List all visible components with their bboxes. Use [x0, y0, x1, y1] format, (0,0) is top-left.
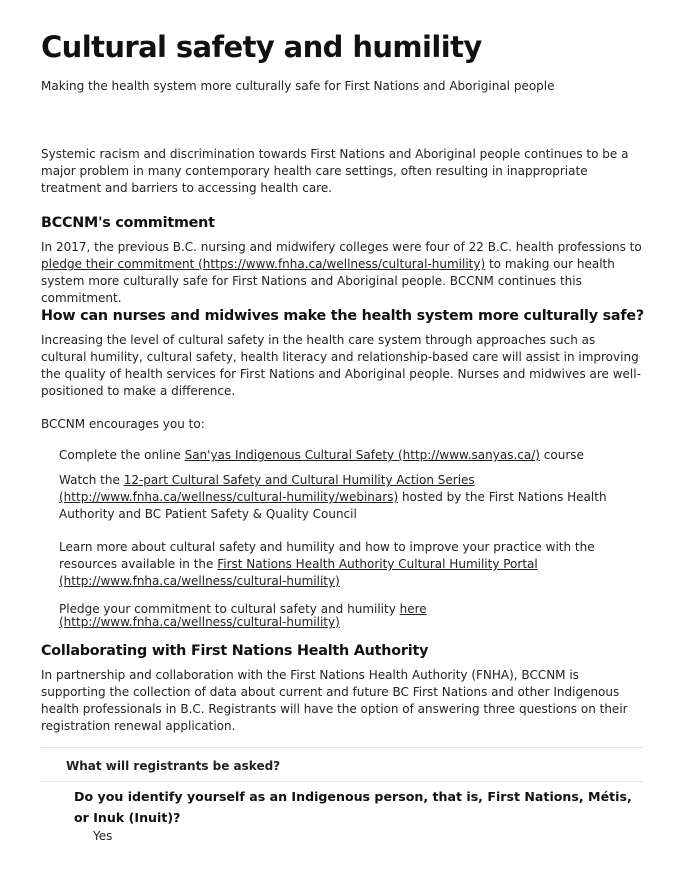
accordion-toggle[interactable]: What will registrants be asked? [66, 759, 281, 773]
action-text: course [539, 448, 584, 462]
accordion-divider-top [41, 747, 643, 748]
action-text: Pledge your commitment to cultural safety and humility [59, 602, 400, 616]
action-text: hosted by the First Nations Health Authority and BC Patient Safety & Quality Council [59, 490, 607, 521]
how-paragraph: Increasing the level of cultural safety in the health care system through approaches such as cultural humility, cultural safety, health literacy and relationship-based care will assist in improving the quality of health services for First Nations and Aboriginal people. Nurses and midwives are well-positioned to make a difference. [41, 333, 641, 398]
sanyas-course-link[interactable]: San'yas Indigenous Cultural Safety (http://www.sanyas.ca/) [184, 448, 540, 462]
cultural-humility-portal-link[interactable]: First Nations Health Authority Cultural Humility Portal (http://www.fnha.ca/wellness/cultural-humility) [59, 557, 538, 588]
webinar-series-link[interactable]: 12-part Cultural Safety and Cultural Humility Action Series (http://www.fnha.ca/wellness/cultural-humility/webinars) [59, 473, 475, 504]
fnha-paragraph: In partnership and collaboration with the First Nations Health Authority (FNHA), BCCNM is supporting the collection of data about current and future BC First Nations and other Indigenous health professionals in B.C. Registrants will have the option of answering three questions on their registration renewal application. [41, 668, 628, 733]
commitment-text-after: to making our health system more culturally safe for First Nations and Aboriginal people. BCCNM continues this commitment. [41, 257, 615, 305]
action-item-webinars [59, 472, 649, 523]
page-title: Cultural safety and humility [41, 30, 482, 64]
action-text: Complete the online [59, 448, 185, 462]
pledge-commitment-link[interactable]: pledge their commitment (https://www.fnha.ca/wellness/cultural-humility) [41, 257, 486, 271]
action-text: Watch the [59, 473, 124, 487]
answer-option-yes: Yes [93, 829, 113, 843]
accordion-divider-bottom [41, 781, 643, 782]
indigenous-identity-question: Do you identify yourself as an Indigenous person, that is, First Nations, Métis, or Inuk (Inuit)? [74, 789, 632, 825]
how-heading: How can nurses and midwives make the health system more culturally safe? [41, 308, 644, 324]
action-item-sanyas [59, 447, 649, 464]
encourage-text: BCCNM encourages you to: [41, 417, 205, 431]
action-item-pledge [59, 603, 649, 629]
fnha-heading: Collaborating with First Nations Health Authority [41, 643, 429, 659]
commitment-text-before: In 2017, the previous B.C. nursing and midwifery colleges were four of 22 B.C. health professions to [41, 240, 642, 254]
intro-paragraph: Systemic racism and discrimination towards First Nations and Aboriginal people continues to be a major problem in many contemporary health care settings, often resulting in inappropriate treatment and barriers to accessing health care. [41, 147, 629, 195]
pledge-here-link[interactable]: here (http://www.fnha.ca/wellness/cultural-humility) [59, 602, 427, 629]
action-item-portal [59, 539, 649, 590]
action-text: Learn more about cultural safety and humility and how to improve your practice with the resources available in the [59, 540, 595, 571]
commitment-paragraph [41, 239, 643, 307]
page-subtitle: Making the health system more culturally safe for First Nations and Aboriginal people [41, 79, 555, 93]
commitment-heading: BCCNM's commitment [41, 215, 215, 231]
